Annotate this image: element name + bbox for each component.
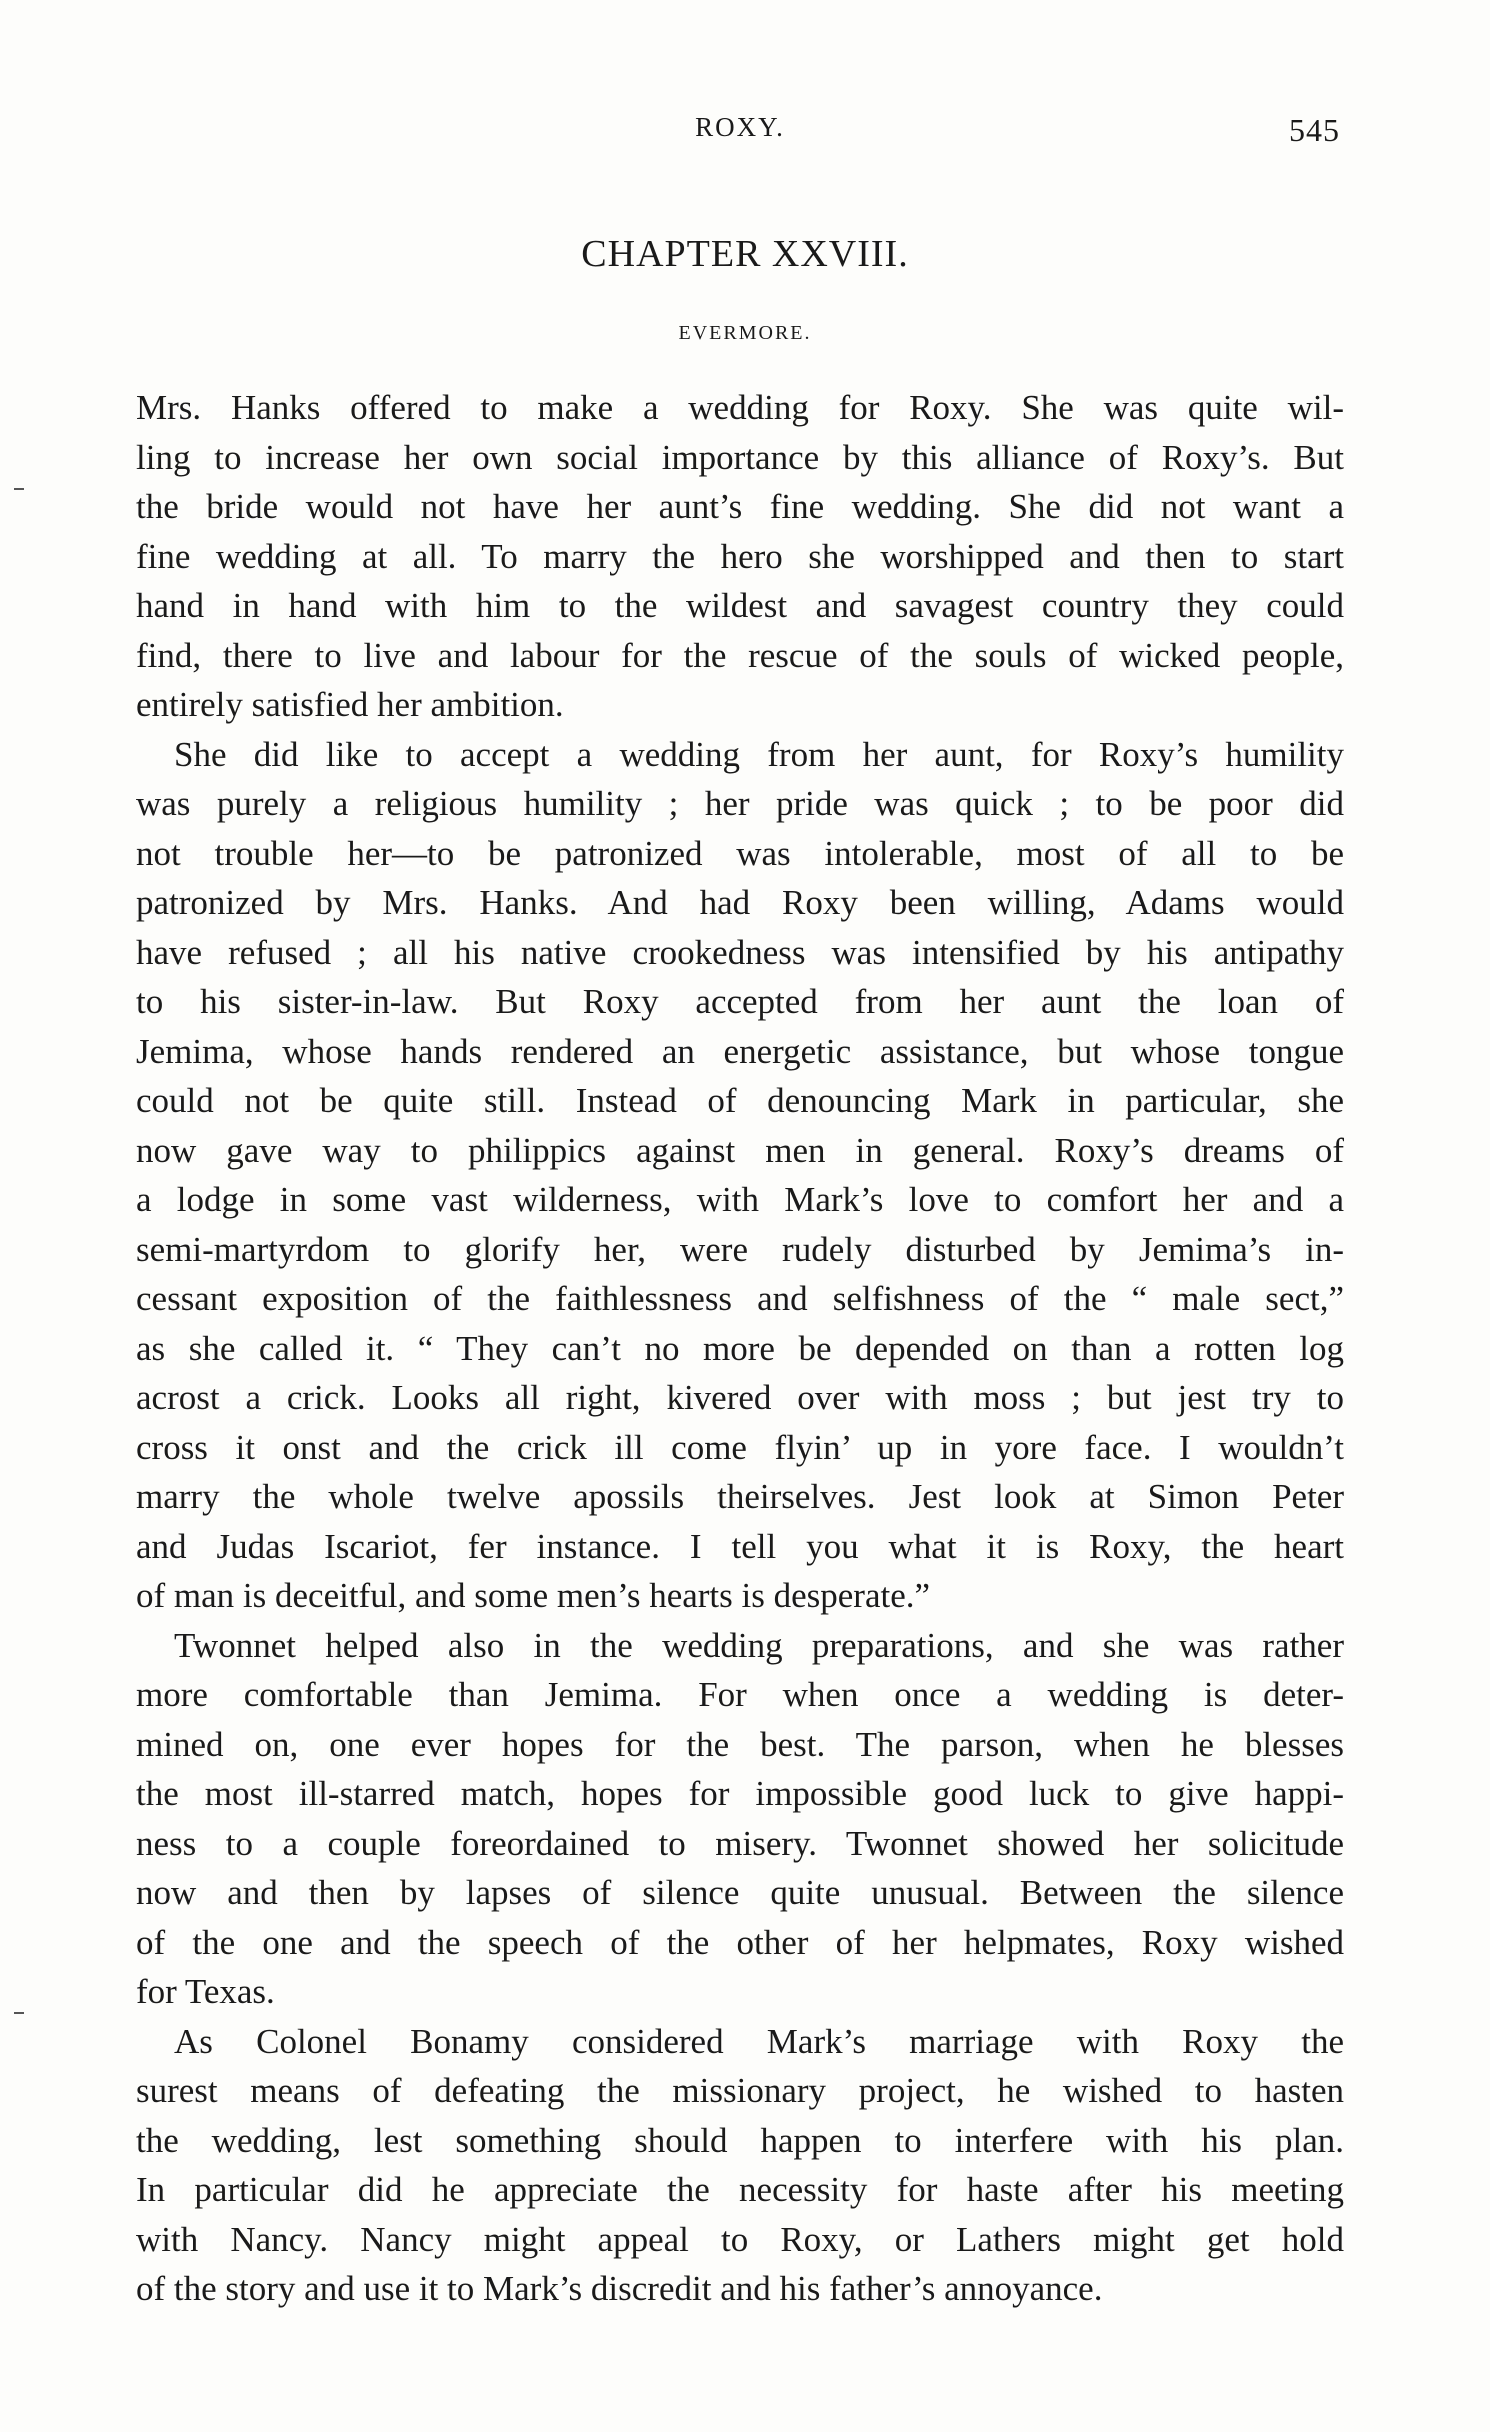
paragraph — [136, 383, 1344, 730]
text-line: She did like to accept a wedding from her aunt, for Roxy’s humility — [174, 734, 1344, 774]
page-number: 545 — [1289, 112, 1340, 148]
text-line: Twonnet helped also in the wedding preparations, and she was rather — [174, 1625, 1344, 1665]
body-text — [136, 383, 1344, 2314]
text-line: ling to increase her own social importance by this alliance of Roxy’s. But — [136, 437, 1344, 477]
paragraph — [136, 730, 1344, 1621]
text-line: of the story and use it to Mark’s discredit and his father’s annoyance. — [136, 2269, 1103, 2308]
text-line: hand in hand with him to the wildest and savagest country they could — [136, 586, 1344, 625]
text-line: In particular did he appreciate the necessity for haste after his meeting — [136, 2170, 1344, 2209]
text-line: Jemima, whose hands rendered an energetic assistance, but whose tongue — [136, 1031, 1344, 1071]
text-line: Mrs. Hanks offered to make a wedding for Roxy. She was quite wil- — [136, 388, 1344, 427]
text-line: now gave way to philippics against men in general. Roxy’s dreams of — [136, 1130, 1344, 1170]
text-line: the most ill-starred match, hopes for impossible good luck to give happi- — [136, 1774, 1344, 1813]
chapter-title: CHAPTER XXVIII. — [581, 233, 909, 275]
text-line: for Texas. — [136, 1972, 275, 2011]
text-line: the wedding, lest something should happen to interfere with his plan. — [136, 2120, 1344, 2160]
text-line: as she called it. “ They can’t no more be depended on than a rotten log — [136, 1328, 1344, 1368]
text-line: have refused ; all his native crookedness was intensified by his antipathy — [136, 932, 1344, 972]
paragraph — [136, 1621, 1344, 2017]
text-line: could not be quite still. Instead of denouncing Mark in particular, she — [136, 1081, 1344, 1120]
text-line: As Colonel Bonamy considered Mark’s marriage with Roxy the — [174, 2021, 1344, 2061]
text-line: of man is deceitful, and some men’s hearts is desperate.” — [136, 1576, 931, 1615]
running-title: ROXY. — [695, 112, 785, 142]
text-line: and Judas Iscariot, fer instance. I tell you what it is Roxy, the heart — [136, 1526, 1344, 1566]
text-line: cessant exposition of the faithlessness and selfishness of the “ male sect,” — [136, 1279, 1344, 1318]
text-line: the bride would not have her aunt’s fine wedding. She did not want a — [136, 487, 1344, 526]
text-line: entirely satisfied her ambition. — [136, 685, 564, 724]
text-line: to his sister-in-law. But Roxy accepted from her aunt the loan of — [136, 982, 1344, 1021]
text-line: was purely a religious humility ; her pride was quick ; to be poor did — [136, 784, 1344, 823]
text-line: a lodge in some vast wilderness, with Mark’s love to comfort her and a — [136, 1180, 1344, 1219]
text-line: more comfortable than Jemima. For when once a wedding is deter- — [136, 1675, 1344, 1714]
text-line: with Nancy. Nancy might appeal to Roxy, or Lathers might get hold — [136, 2219, 1344, 2259]
text-line: acrost a crick. Looks all right, kivered over with moss ; but jest try to — [136, 1378, 1344, 1417]
text-line: now and then by lapses of silence quite unusual. Between the silence — [136, 1873, 1344, 1912]
paragraph — [136, 2017, 1344, 2314]
text-line: patronized by Mrs. Hanks. And had Roxy been willing, Adams would — [136, 883, 1344, 922]
text-line: find, there to live and labour for the rescue of the souls of wicked people, — [136, 635, 1344, 675]
running-head — [140, 112, 1340, 152]
text-line: not trouble her—to be patronized was intolerable, most of all to be — [136, 833, 1344, 873]
margin-mark — [14, 488, 24, 490]
chapter-subtitle: EVERMORE. — [678, 322, 812, 344]
text-line: marry the whole twelve apossils theirselves. Jest look at Simon Peter — [136, 1477, 1344, 1516]
text-line: of the one and the speech of the other of her helpmates, Roxy wished — [136, 1922, 1344, 1962]
text-line: surest means of defeating the missionary project, he wished to hasten — [136, 2071, 1344, 2110]
text-line: fine wedding at all. To marry the hero she worshipped and then to start — [136, 536, 1344, 576]
margin-mark — [14, 2012, 24, 2014]
text-line: cross it onst and the crick ill come flyin’ up in yore face. I wouldn’t — [136, 1427, 1344, 1467]
text-line: ness to a couple foreordained to misery. Twonnet showed her solicitude — [136, 1823, 1344, 1863]
text-line: semi-martyrdom to glorify her, were rudely disturbed by Jemima’s in- — [136, 1229, 1344, 1269]
text-line: mined on, one ever hopes for the best. The parson, when he blesses — [136, 1724, 1344, 1764]
